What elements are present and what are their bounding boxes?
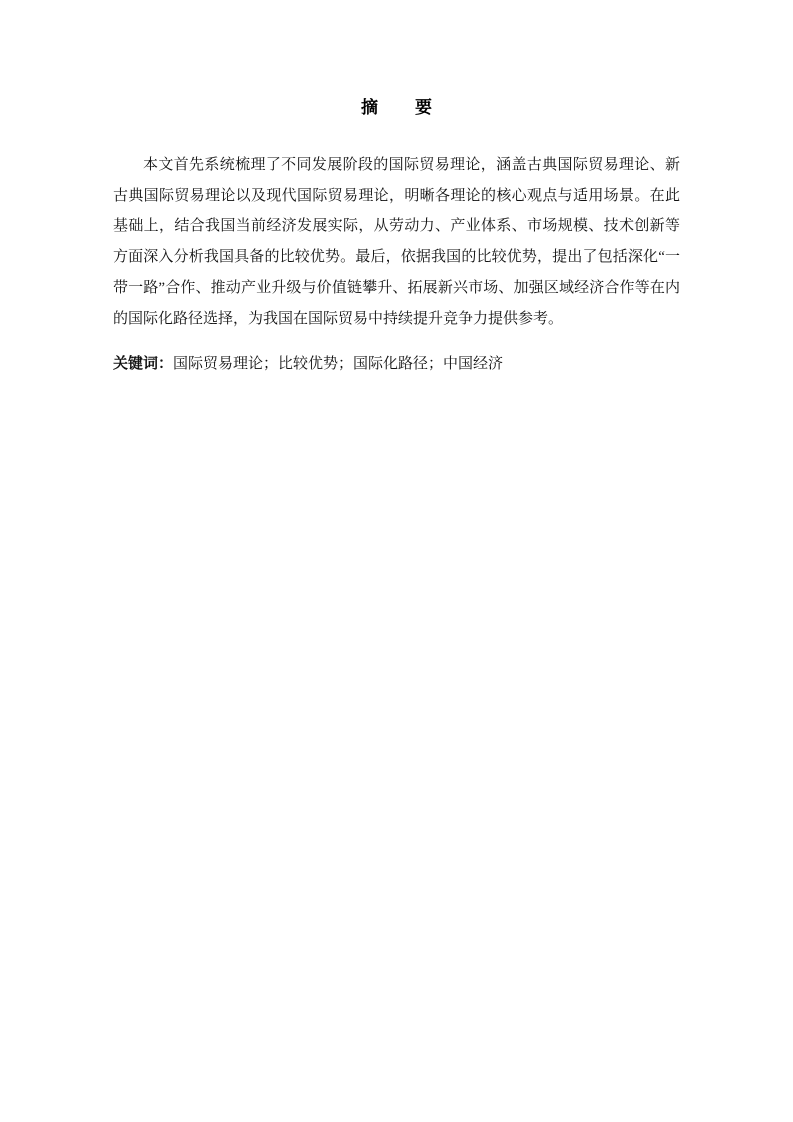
keywords-value: 国际贸易理论；比较优势；国际化路径；中国经济 [173,356,504,373]
page-title: 摘 要 [361,98,442,117]
keywords-label: 关键词： [113,355,174,373]
page-content [113,0,680,395]
keywords-line [113,349,680,380]
abstract-paragraph: 本文首先系统梳理了不同发展阶段的国际贸易理论，涵盖古典国际贸易理论、新古典国际贸易理论以及现代国际贸易理论，明晰各理论的核心观点与适用场景。在此基础上，结合我国当前经济发展实际，从劳动力、产业体系、市场规模、技术创新等方面深入分析我国具备的比较优势。最后，依据我国的比较优势，提出了包括深化“一带一路”合作、推动产业升级与价值链攀升、拓展新兴市场、加强区域经济合作等在内的国际化路径选择，为我国在国际贸易中持续提升竞争力提供参考。 [113,156,680,327]
